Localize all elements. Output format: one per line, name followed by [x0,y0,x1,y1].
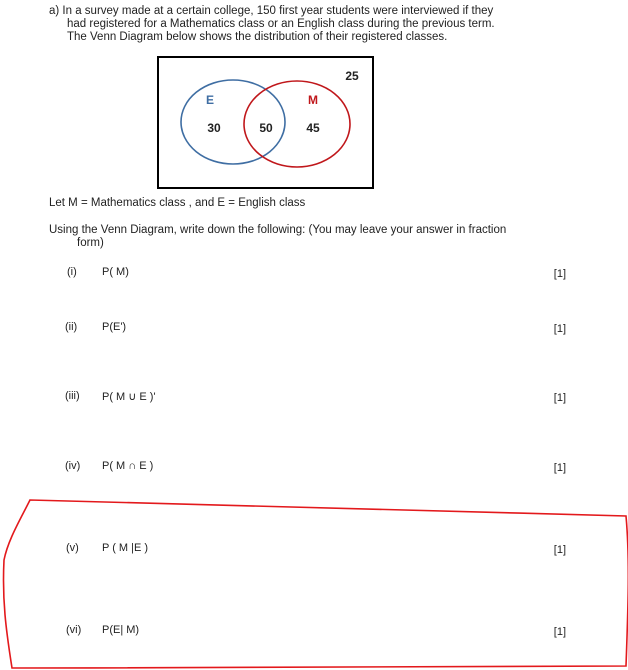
intro-line-3: The Venn Diagram below shows the distribution of their registered classes. [67,31,448,43]
red-highlight-annotation [3,500,628,668]
question-text: P(E| M) [102,624,140,636]
question-number: (iii) [65,390,80,402]
question-text: P( M ∪ E )' [102,391,156,403]
instruction-line-2: form) [77,237,104,249]
question-mark: [1] [553,462,566,474]
question-number: (iv) [65,460,81,472]
definition-text: Let M = Mathematics class , and E = English class [49,197,306,209]
venn-m-only-value: 45 [306,121,320,135]
question-text: P( M) [102,266,129,278]
venn-label-e: E [205,93,215,107]
question-text: P(E') [102,321,127,333]
venn-outside-value: 25 [345,69,359,83]
question-number: (i) [67,266,77,278]
question-text: P ( M |E ) [102,542,149,554]
instruction-line-1: Using the Venn Diagram, write down the following: (You may leave your answer in fraction [49,224,507,236]
question-mark: [1] [553,392,566,404]
question-number: (ii) [65,321,78,333]
question-number: (v) [66,542,79,554]
question-mark: [1] [553,626,566,638]
venn-label-m: M [308,93,318,107]
question-text: P( M ∩ E ) [102,460,154,472]
intro-line-2: had registered for a Mathematics class or an English class during the previous term. [67,18,495,30]
venn-e-only-value: 30 [207,121,221,135]
venn-intersection-value: 50 [259,121,273,135]
intro-line-1: a) In a survey made at a certain college, 150 first year students were interviewed if they [49,5,494,17]
question-mark: [1] [553,544,566,556]
question-mark: [1] [553,323,566,335]
question-number: (vi) [66,624,82,636]
question-mark: [1] [553,268,566,280]
